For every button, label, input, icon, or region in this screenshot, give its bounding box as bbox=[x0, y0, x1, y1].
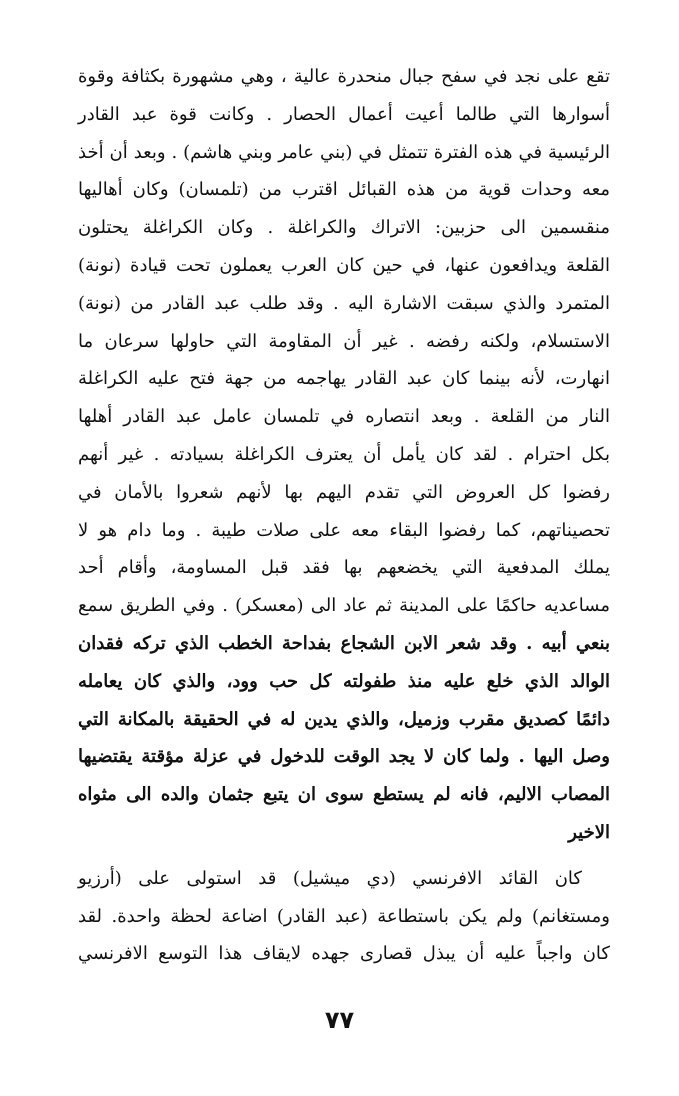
bold-text-line: وصل اليها . ولما كان لا يجد الوقت للدخول في عزلة مؤقتة يقتضيها bbox=[78, 746, 610, 768]
bold-text-line: دائمًا كصديق مقرب وزميل، والذي يدين له في الحقيقة بالمكانة التي bbox=[78, 708, 610, 730]
text-line: مساعديه حاكمًا على المدينة ثم عاد الى (معسكر) . وفي الطريق سمع bbox=[78, 595, 610, 617]
text-line: كان واجباً عليه أن يبذل قصارى جهده لايقاف هذا التوسع الافرنسي bbox=[78, 943, 610, 965]
text-line: أسوارها التي طالما أعيت أعمال الحصار . وكانت قوة عبد القادر bbox=[78, 103, 610, 125]
text-line: الرئيسية في هذه الفترة تتمثل في (بني عامر وبني هاشم) . وبعد أن أخذ bbox=[78, 141, 610, 163]
text-line: بكل احترام . لقد كان يأمل أن يعترف الكراغلة بسيادته . غير أنهم bbox=[78, 443, 610, 465]
text-line: انهارت، لأنه بينما كان عبد القادر يهاجمه من جهة فتح عليه الكراغلة bbox=[78, 368, 610, 390]
page-number: ٧٧ bbox=[324, 1006, 355, 1034]
text-line: كان القائد الافرنسي (دي ميشيل) قد استولى على (أرزيو bbox=[78, 867, 582, 889]
text-line: معه وحدات قوية من هذه القبائل اقترب من (تلمسان) وكان أهاليها bbox=[78, 179, 610, 201]
text-line: تقع على نجد في سفح جبال منحدرة عالية ، وهي مشهورة بكثافة وقوة bbox=[78, 66, 610, 87]
bold-text-line: بنعي أبيه . وقد شعر الابن الشجاع بفداحة الخطب الذي تركه فقدان bbox=[78, 632, 610, 654]
text-line: النار من القلعة . وبعد انتصاره في تلمسان عامل عبد القادر أهلها bbox=[78, 406, 610, 428]
text-line: منقسمين الى حزبين: الاتراك والكراغلة . وكان الكراغلة يحتلون bbox=[78, 217, 610, 239]
paragraph-gap bbox=[78, 852, 610, 860]
page-body bbox=[78, 58, 610, 973]
text-line: القلعة ويدافعون عنها، في حين كان العرب يعملون تحت قيادة (نونة) bbox=[78, 254, 610, 276]
text-line: يملك المدفعية التي يخضعهم بها فقد قبل المساومة، وأقام أحد bbox=[78, 557, 610, 579]
bold-text-line: الوالد الذي خلع عليه منذ طفولته كل حب وود، والذي كان يعامله bbox=[78, 670, 610, 692]
bold-text-line: المصاب الاليم، فانه لم يستطع سوى ان يتبع جثمان والده الى مثواه bbox=[78, 784, 610, 806]
paragraph-2 bbox=[78, 860, 610, 973]
text-line: الاستسلام، ولكنه رفضه . غير أن المقاومة التي حاولها سرعان ما bbox=[78, 330, 610, 352]
text-line: ومستغانم) ولم يكن باستطاعة (عبد القادر) اضاعة لحظة واحدة. لقد bbox=[78, 905, 610, 927]
paragraph-1 bbox=[78, 58, 610, 852]
text-line: تحصيناتهم، كما رفضوا البقاء معه على صلات طيبة . وما دام هو لا bbox=[78, 519, 610, 541]
text-line: رفضوا كل العروض التي تقدم اليهم بها لأنهم شعروا بالأمان في bbox=[78, 481, 610, 503]
bold-text-line: الاخير bbox=[568, 821, 610, 843]
text-line: المتمرد والذي سبقت الاشارة اليه . وقد طلب عبد القادر من (نونة) bbox=[78, 292, 610, 314]
